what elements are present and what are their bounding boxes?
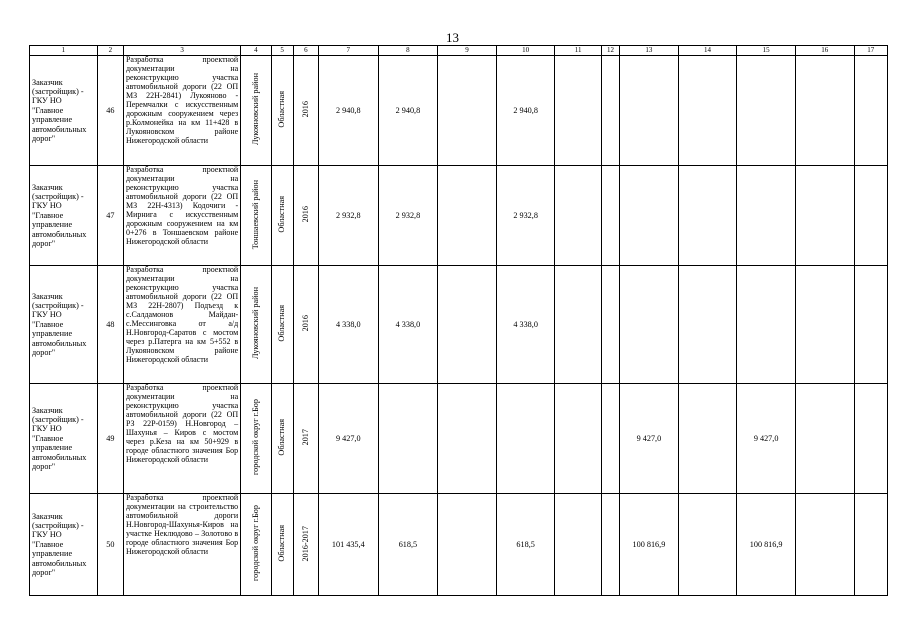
district-cell bbox=[241, 166, 271, 266]
district-cell bbox=[241, 56, 271, 166]
value-cell: 618,5 bbox=[496, 494, 555, 596]
row-number: 46 bbox=[97, 56, 123, 166]
value-cell bbox=[555, 494, 601, 596]
value-cell: 2 932,8 bbox=[496, 166, 555, 266]
level-cell bbox=[271, 266, 293, 384]
value-cell bbox=[795, 166, 854, 266]
customer-cell: Заказчик (застройщик) - ГКУ НО "Главное управление автомобильных дорог" bbox=[30, 384, 98, 494]
budget-table bbox=[29, 45, 888, 596]
value-cell bbox=[620, 56, 679, 166]
row-number: 49 bbox=[97, 384, 123, 494]
value-cell bbox=[678, 166, 737, 266]
value-cell bbox=[555, 266, 601, 384]
year-label: 2016 bbox=[301, 315, 311, 332]
level-label: Областная bbox=[277, 195, 287, 233]
table-row bbox=[30, 166, 888, 266]
district-label: городской округ г.Бор bbox=[251, 399, 261, 476]
header-cell: 16 bbox=[795, 46, 854, 56]
value-cell bbox=[854, 166, 887, 266]
project-description: Разработка проектной документации на реконструкцию участка автомобильной дороги (22 ОП МЗ 22Н-2841) Лукояново - Перемчалки с искусственным дорожным сооружением через р.Колмонейка на км 11+428 в Лукояновском районе Нижегородской области bbox=[123, 56, 240, 166]
value-cell bbox=[601, 494, 619, 596]
value-cell bbox=[854, 494, 887, 596]
district-label: городской округ г.Бор bbox=[251, 505, 261, 582]
value-cell: 2 940,8 bbox=[318, 56, 378, 166]
value-cell bbox=[620, 266, 679, 384]
header-cell: 10 bbox=[496, 46, 555, 56]
district-label: Тоншаевский район bbox=[251, 179, 261, 249]
value-cell bbox=[601, 266, 619, 384]
value-cell bbox=[795, 56, 854, 166]
header-cell: 7 bbox=[318, 46, 378, 56]
value-cell: 9 427,0 bbox=[318, 384, 378, 494]
year-cell bbox=[293, 56, 318, 166]
value-cell: 4 338,0 bbox=[496, 266, 555, 384]
value-cell: 2 932,8 bbox=[378, 166, 438, 266]
value-cell: 2 940,8 bbox=[496, 56, 555, 166]
value-cell bbox=[438, 266, 497, 384]
header-cell: 12 bbox=[601, 46, 619, 56]
value-cell bbox=[620, 166, 679, 266]
header-cell: 5 bbox=[271, 46, 293, 56]
customer-cell: Заказчик (застройщик) - ГКУ НО "Главное управление автомобильных дорог" bbox=[30, 166, 98, 266]
value-cell bbox=[601, 56, 619, 166]
project-description: Разработка проектной документации на строительство автомобильной дороги Н.Новгород-Шахунья-Киров на участке Неклюдово – Золотово в городе областного значения Бор Нижегородской области bbox=[123, 494, 240, 596]
value-cell bbox=[678, 494, 737, 596]
table-row bbox=[30, 494, 888, 596]
header-cell: 2 bbox=[97, 46, 123, 56]
value-cell bbox=[378, 384, 438, 494]
value-cell bbox=[438, 56, 497, 166]
district-label: Лукояновский район bbox=[251, 287, 261, 360]
value-cell bbox=[601, 384, 619, 494]
customer-cell: Заказчик (застройщик) - ГКУ НО "Главное управление автомобильных дорог" bbox=[30, 56, 98, 166]
table-row bbox=[30, 266, 888, 384]
project-description: Разработка проектной документации на реконструкцию участка автомобильной дороги (22 ОП РЗ 22Р-0159) Н.Новгород – Шахунья – Киров с мостом через р.Кеза на км 50+929 в городе областного значения Бор Нижегородской области bbox=[123, 384, 240, 494]
value-cell bbox=[737, 166, 796, 266]
row-number: 50 bbox=[97, 494, 123, 596]
year-label: 2016 bbox=[301, 206, 311, 223]
district-cell bbox=[241, 384, 271, 494]
district-cell bbox=[241, 494, 271, 596]
value-cell bbox=[854, 266, 887, 384]
header-cell: 8 bbox=[378, 46, 438, 56]
project-description: Разработка проектной документации на реконструкцию участка автомобильной дороги (22 ОП МЗ 22Н-2807) Подъезд к с.Салдамонов Майдан-с.Мессинговка от а/д Н.Новгород-Саратов с мостом через р.Патерга на км 5+552 в Лукояновском районе Нижегородской области bbox=[123, 266, 240, 384]
value-cell bbox=[555, 166, 601, 266]
value-cell bbox=[438, 494, 497, 596]
value-cell bbox=[854, 384, 887, 494]
header-cell: 15 bbox=[737, 46, 796, 56]
level-label: Областная bbox=[277, 418, 287, 456]
header-cell: 4 bbox=[241, 46, 271, 56]
value-cell bbox=[496, 384, 555, 494]
year-cell bbox=[293, 384, 318, 494]
header-cell: 6 bbox=[293, 46, 318, 56]
value-cell: 2 940,8 bbox=[378, 56, 438, 166]
header-cell: 3 bbox=[123, 46, 240, 56]
row-number: 47 bbox=[97, 166, 123, 266]
year-label: 2016-2017 bbox=[301, 525, 311, 562]
value-cell: 100 816,9 bbox=[737, 494, 796, 596]
value-cell bbox=[438, 384, 497, 494]
page-number: 13 bbox=[446, 30, 459, 45]
header-cell: 11 bbox=[555, 46, 601, 56]
customer-cell: Заказчик (застройщик) - ГКУ НО "Главное управление автомобильных дорог" bbox=[30, 494, 98, 596]
table-row bbox=[30, 384, 888, 494]
value-cell bbox=[678, 56, 737, 166]
header-cell: 9 bbox=[438, 46, 497, 56]
value-cell bbox=[555, 384, 601, 494]
project-description: Разработка проектной документации на реконструкцию участка автомобильной дороги (22 ОП МЗ 22Н-4313) Кодочиги - Мирнига с искусственным дорожным сооружением на км 0+276 в Тоншаевском районе Нижегородской области bbox=[123, 166, 240, 266]
level-cell bbox=[271, 384, 293, 494]
value-cell bbox=[438, 166, 497, 266]
year-cell bbox=[293, 166, 318, 266]
header-cell: 17 bbox=[854, 46, 887, 56]
year-label: 2017 bbox=[301, 429, 311, 446]
table-row bbox=[30, 56, 888, 166]
header-cell: 13 bbox=[620, 46, 679, 56]
customer-cell: Заказчик (застройщик) - ГКУ НО "Главное управление автомобильных дорог" bbox=[30, 266, 98, 384]
district-cell bbox=[241, 266, 271, 384]
value-cell bbox=[854, 56, 887, 166]
value-cell bbox=[795, 494, 854, 596]
value-cell bbox=[795, 266, 854, 384]
header-row bbox=[30, 46, 888, 56]
level-label: Областная bbox=[277, 524, 287, 562]
header-cell: 1 bbox=[30, 46, 98, 56]
district-label: Лукояновский район bbox=[251, 73, 261, 146]
level-label: Областная bbox=[277, 304, 287, 342]
level-cell bbox=[271, 56, 293, 166]
value-cell: 100 816,9 bbox=[620, 494, 679, 596]
value-cell: 2 932,8 bbox=[318, 166, 378, 266]
year-label: 2016 bbox=[301, 101, 311, 118]
value-cell bbox=[737, 56, 796, 166]
year-cell bbox=[293, 494, 318, 596]
value-cell bbox=[678, 266, 737, 384]
value-cell bbox=[678, 384, 737, 494]
value-cell bbox=[737, 266, 796, 384]
value-cell: 618,5 bbox=[378, 494, 438, 596]
year-cell bbox=[293, 266, 318, 384]
value-cell bbox=[795, 384, 854, 494]
row-number: 48 bbox=[97, 266, 123, 384]
value-cell: 9 427,0 bbox=[737, 384, 796, 494]
header-cell: 14 bbox=[678, 46, 737, 56]
value-cell bbox=[601, 166, 619, 266]
value-cell: 101 435,4 bbox=[318, 494, 378, 596]
level-cell bbox=[271, 494, 293, 596]
level-label: Областная bbox=[277, 90, 287, 128]
value-cell bbox=[555, 56, 601, 166]
value-cell: 4 338,0 bbox=[378, 266, 438, 384]
level-cell bbox=[271, 166, 293, 266]
value-cell: 9 427,0 bbox=[620, 384, 679, 494]
value-cell: 4 338,0 bbox=[318, 266, 378, 384]
